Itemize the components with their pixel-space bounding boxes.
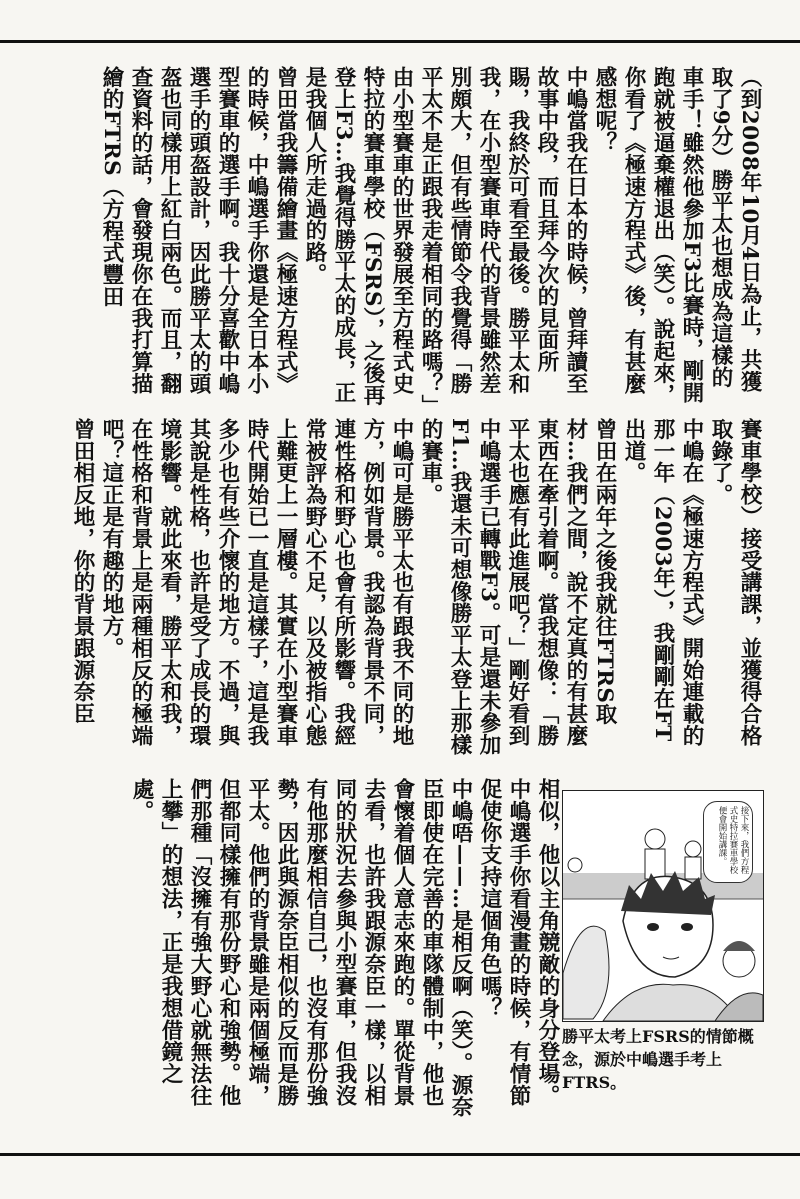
paragraph-nakajima-1	[300, 66, 590, 406]
paragraph-continuation: 賽車學校）接受講課，並獲得合格取錄了。	[708, 418, 762, 747]
paragraph-text: 可是勝平太也有跟我不同的地方，例如背景。我認為背景不同，連性格和野心也會有所影響。我經常被評為野心不足，以及被指心態上難更上一層樓。其實在小型賽車時代開始已一直是這樣子，這是我多少也有些介懷的地方。不過，與其說是性格，也許是受了成長的環境影響。就此來看，勝平太和我，在性格和背景上是兩種相反的極端吧？這正是有趣的地方。	[99, 418, 414, 747]
speaker-nakajima: 中嶋	[563, 66, 588, 110]
paragraph-text: 當我在日本的時候，曾拜讀至故事中段，而且拜今次的見面所賜，我終於可看至最後。勝平太和我，在小型賽車時代的背景雖然差別頗大，但有些情節令我覺得「勝平太不是正跟我走着相同的路嗎？」由小型賽車的世界發展至方程式史特拉的賽車學校（FSRS），之後再登上F3…我覺得勝平太的成長，正是我個人所走過的路。	[302, 66, 588, 406]
bottom-rule	[0, 1153, 800, 1156]
manga-panel-illustration	[562, 790, 764, 1022]
interview-band-2	[49, 418, 764, 763]
paragraph-continuation: 相似，他以主角競敵的身分登場。中嶋選手你看漫畫的時候，有情節促使你支持這個角色嗎？	[477, 778, 560, 1107]
speaker-soda: 曾田	[70, 418, 95, 462]
paragraph-nakajima-3	[97, 418, 416, 763]
top-rule	[0, 40, 800, 43]
paragraph-soda-1	[97, 66, 300, 406]
interview-band-3	[62, 778, 562, 1123]
speaker-soda: 曾田	[273, 66, 298, 110]
interview-band-1	[49, 66, 764, 406]
paragraph-nakajima-2	[619, 418, 706, 763]
panel-caption: 勝平太考上FSRS的情節概念，源於中嶋選手考上FTRS。	[562, 1027, 754, 1092]
paragraph-text: 相反地，你的背景跟源奈臣	[70, 461, 95, 725]
paragraph-intro: （到2008年10月4日為止，共獲取了9分）勝平太也想成為這樣的車手！雖然他參加F3比賽時，剛開跑就被逼棄權退出（笑）。說起來，你看了《極速方程式》後，有甚麼感想呢？	[592, 66, 762, 406]
speaker-nakajima: 中嶋	[448, 778, 473, 822]
speech-bubble: 接下來，我們方程式史特拉賽車學校便會開始講課。	[703, 801, 753, 883]
speaker-soda: 曾田	[592, 418, 617, 462]
speaker-nakajima: 中嶋	[679, 418, 704, 462]
paragraph-text: 在兩年之後我就往FTRS取材…我們之間，說不定真的有甚麼東西在牽引着啊。當我想像：「勝平太也應有此進展吧？」剛好看到中嶋選手已轉戰F3。可是還未參加F1…我還未可想像勝平太登上那樣的賽車。	[418, 418, 617, 756]
paragraph-nakajima-4	[127, 778, 475, 1123]
paragraph-text: 唔——…是相反啊（笑）。源奈臣即使在完善的車隊體制中，他也會懷着個人意志來跑的。單從背景去看，也許我跟源奈臣一樣，以相同的狀況去參與小型賽車，但我沒有他那麼相信自己，也沒有那份強勢，因此與源奈臣相似的反而是勝平太。他們的背景雖是兩個極端，但都同樣擁有那份野心和強勢。他們那種「沒擁有強大野心就無法往上攀」的想法，正是我想借鏡之處。	[129, 778, 473, 1118]
paragraph-text: 在《極速方程式》開始連載的那一年（2003年），我剛剛在FT出道。	[621, 418, 704, 747]
speaker-nakajima: 中嶋	[389, 418, 414, 462]
paragraph-soda-2	[416, 418, 619, 763]
paragraph-soda-3	[68, 418, 97, 763]
paragraph-text: 當我籌備繪畫《極速方程式》的時候，中嶋選手你還是全日本小型賽車的選手啊。我十分喜歡中嶋選手的頭盔設計，因此勝平太的頭盔也同樣用上紅白兩色。而且，翻查資料的話，會發現你在我打算描繪的FTRS（方程式豐田	[99, 66, 298, 395]
